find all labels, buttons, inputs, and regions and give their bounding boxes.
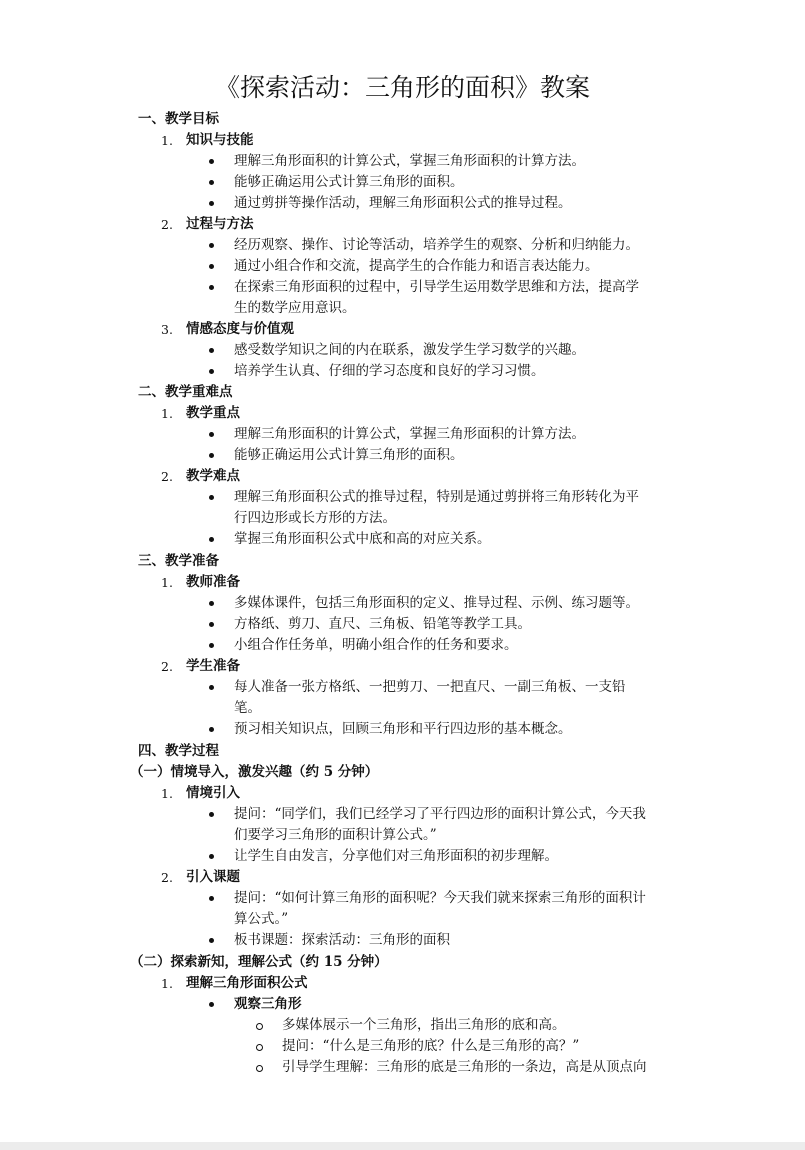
subsection-heading: 学生准备 (186, 658, 240, 674)
list-item: 在探索三角形面积的过程中，引导学生运用数学思维和方法，提高学 (234, 279, 639, 295)
subsection-heading: 教师准备 (186, 574, 240, 590)
section-heading: 三、教学准备 (138, 553, 219, 569)
bullet-icon (209, 685, 214, 690)
bullet-icon (209, 201, 214, 206)
sub-list-item: 提问：“什么是三角形的底？什么是三角形的高？” (282, 1038, 580, 1054)
list-item: 通过小组合作和交流，提高学生的合作能力和语言表达能力。 (234, 258, 599, 274)
item-number: 2. (161, 469, 173, 484)
phase-heading: （一）情境导入，激发兴趣（约 5 分钟） (130, 764, 379, 780)
bullet-icon (209, 432, 214, 437)
sub-list-item: 引导学生理解：三角形的底是三角形的一条边，高是从顶点向 (282, 1059, 647, 1075)
list-item-continuation: 行四边形或长方形的方法。 (234, 510, 396, 526)
bullet-icon (209, 159, 214, 164)
document-title: 《探索活动：三角形的面积》教案 (214, 73, 590, 102)
section-heading: 一、教学目标 (138, 111, 219, 127)
bullet-icon (209, 622, 214, 627)
bullet-icon (209, 938, 214, 943)
section-heading: 四、教学过程 (138, 743, 219, 759)
item-number: 1. (161, 133, 173, 148)
bullet-icon (209, 537, 214, 542)
item-number: 1. (161, 575, 173, 590)
list-item: 方格纸、剪刀、直尺、三角板、铅笔等教学工具。 (234, 616, 531, 632)
bullet-icon (209, 264, 214, 269)
bullet-icon (209, 243, 214, 248)
subsection-heading: 过程与方法 (186, 216, 254, 232)
bullet-icon (209, 601, 214, 606)
list-item: 能够正确运用公式计算三角形的面积。 (234, 174, 464, 190)
list-item: 提问：“同学们，我们已经学习了平行四边形的面积计算公式，今天我 (234, 806, 646, 822)
bullet-icon (209, 369, 214, 374)
bullet-icon (209, 180, 214, 185)
list-item: 能够正确运用公式计算三角形的面积。 (234, 447, 464, 463)
list-item: 培养学生认真、仔细的学习态度和良好的学习习惯。 (234, 363, 545, 379)
sub-list-item: 多媒体展示一个三角形，指出三角形的底和高。 (282, 1017, 566, 1033)
item-number: 2. (161, 870, 173, 885)
bullet-icon (209, 1002, 214, 1007)
bullet-icon (209, 495, 214, 500)
subsection-heading: 知识与技能 (186, 132, 254, 148)
list-item: 板书课题：探索活动：三角形的面积 (234, 932, 450, 948)
list-item: 理解三角形面积的计算公式，掌握三角形面积的计算方法。 (234, 426, 585, 442)
list-item: 理解三角形面积的计算公式，掌握三角形面积的计算方法。 (234, 153, 585, 169)
phase-heading: （二）探索新知，理解公式（约 15 分钟） (130, 954, 388, 970)
item-number: 3. (161, 322, 173, 337)
list-item: 让学生自由发言，分享他们对三角形面积的初步理解。 (234, 848, 558, 864)
bullet-icon (209, 643, 214, 648)
item-number: 1. (161, 976, 173, 991)
bullet-icon (209, 896, 214, 901)
item-number: 2. (161, 659, 173, 674)
bullet-icon (209, 285, 214, 290)
list-item-continuation: 算公式。” (234, 911, 289, 927)
list-item: 预习相关知识点，回顾三角形和平行四边形的基本概念。 (234, 721, 572, 737)
list-item: 理解三角形面积公式的推导过程，特别是通过剪拼将三角形转化为平 (234, 489, 639, 505)
list-item-continuation: 们要学习三角形的面积计算公式。” (234, 827, 437, 843)
list-item: 掌握三角形面积公式中底和高的对应关系。 (234, 531, 491, 547)
hollow-bullet-icon (256, 1023, 263, 1030)
list-item-continuation: 生的数学应用意识。 (234, 300, 356, 316)
subsection-heading: 情感态度与价值观 (186, 321, 294, 337)
hollow-bullet-icon (256, 1044, 263, 1051)
list-item: 小组合作任务单，明确小组合作的任务和要求。 (234, 637, 518, 653)
hollow-bullet-icon (256, 1065, 263, 1072)
subsection-heading: 情境引入 (186, 785, 240, 801)
list-item: 多媒体课件，包括三角形面积的定义、推导过程、示例、练习题等。 (234, 595, 639, 611)
subsection-heading: 教学重点 (186, 405, 240, 421)
list-item: 提问：“如何计算三角形的面积呢？今天我们就来探索三角形的面积计 (234, 890, 646, 906)
subsection-heading: 引入课题 (186, 869, 240, 885)
list-item: 感受数学知识之间的内在联系，激发学生学习数学的兴趣。 (234, 342, 585, 358)
list-item: 每人准备一张方格纸、一把剪刀、一把直尺、一副三角板、一支铅 (234, 679, 626, 695)
item-number: 2. (161, 217, 173, 232)
subsection-heading: 教学难点 (186, 468, 240, 484)
subsection-heading: 理解三角形面积公式 (186, 975, 308, 991)
bullet-icon (209, 812, 214, 817)
item-number: 1. (161, 406, 173, 421)
list-item-continuation: 笔。 (234, 700, 261, 716)
list-item: 通过剪拼等操作活动，理解三角形面积公式的推导过程。 (234, 195, 572, 211)
section-heading: 二、教学重难点 (138, 384, 233, 400)
list-item: 经历观察、操作、讨论等活动，培养学生的观察、分析和归纳能力。 (234, 237, 639, 253)
bullet-icon (209, 854, 214, 859)
list-item: 观察三角形 (234, 996, 302, 1012)
bullet-icon (209, 348, 214, 353)
item-number: 1. (161, 786, 173, 801)
bullet-icon (209, 453, 214, 458)
bullet-icon (209, 727, 214, 732)
